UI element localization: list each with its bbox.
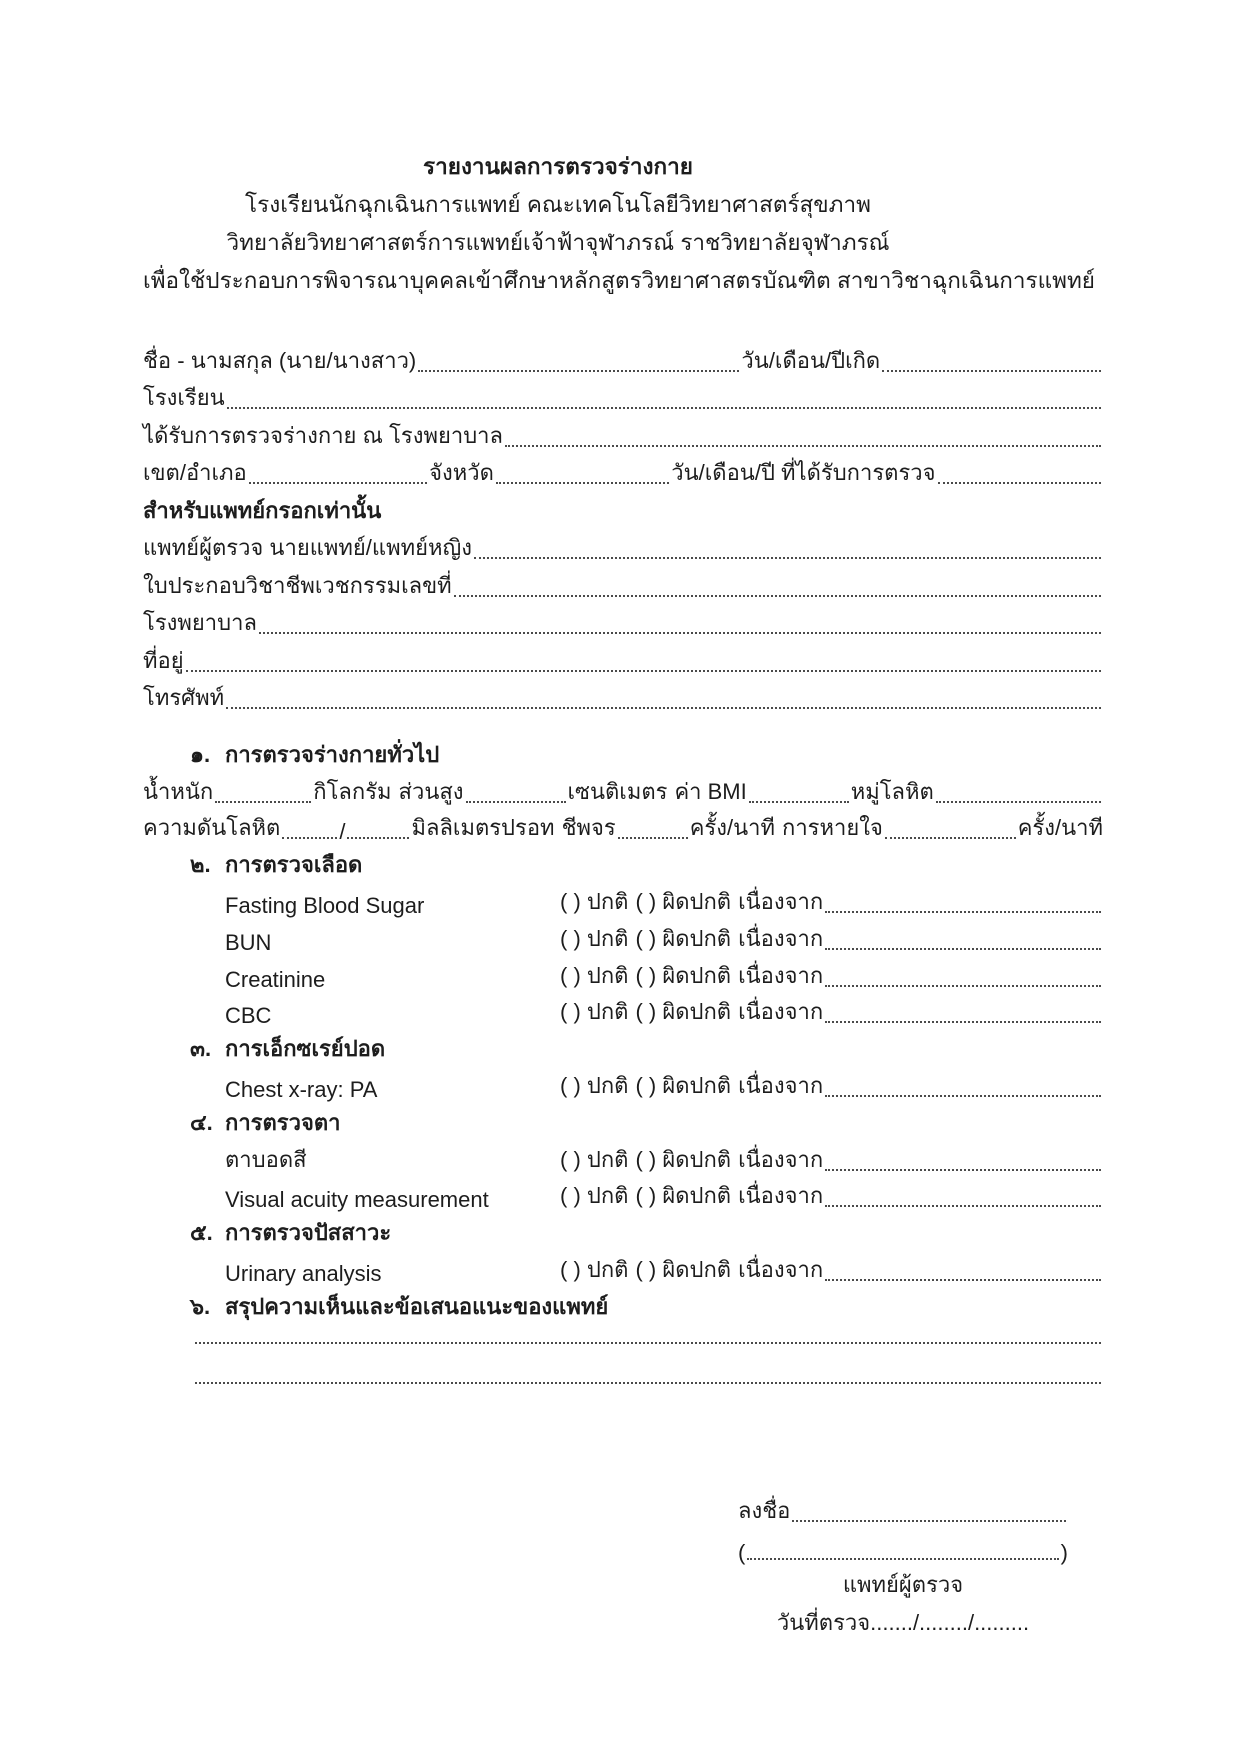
blood-group-fill-line [936,801,1101,803]
reason-fill-line [825,985,1101,987]
reason-fill-line [825,1169,1101,1171]
reason-fill-line [825,911,1101,913]
reason-fill-line [825,1021,1101,1023]
dob-fill-line [882,370,1101,372]
signer-name-fill-line [747,1558,1058,1560]
normal-checkbox-label: ( ) ปกติ [560,925,629,951]
signature-date-dots: ......./......../......... [870,1609,1030,1635]
weight-label: น้ำหนัก [143,778,214,804]
abnormal-checkbox-label: ( ) ผิดปกติ [635,925,732,951]
district-fill-line [249,482,427,484]
exam-item-row [143,1177,1103,1214]
reason-fill-line [825,1095,1101,1097]
bmi-label: ค่า BMI [674,778,747,804]
abnormal-checkbox-label: ( ) ผิดปกติ [635,1183,732,1209]
reason-label: เนื่องจาก [738,999,824,1025]
normal-checkbox-label: ( ) ปกติ [560,1146,629,1172]
doctor-hospital-row [143,603,1103,641]
respiration-label: การหายใจ [782,815,883,841]
address-fill-line [186,670,1101,672]
section-3-number: ๓. [190,1036,212,1062]
reason-label: เนื่องจาก [738,888,824,914]
section-1-heading [143,735,1103,772]
exam-item-row [143,993,1103,1030]
exam-item-row [143,1250,1103,1287]
exam-hospital-fill-line [505,445,1101,447]
section-1-title: การตรวจร่างกายทั่วไป [225,741,440,767]
exam-item-label: Fasting Blood Sugar [225,892,425,918]
height-fill-line [466,801,566,803]
section-5-title: การตรวจปัสสาวะ [225,1220,392,1246]
respiration-fill-line [885,837,1016,839]
school-label: โรงเรียน [143,385,225,410]
exam-date-label: วัน/เดือน/ปี ที่ได้รับการตรวจ [671,460,936,485]
exam-item-row [143,1066,1103,1103]
exam-item-label: Visual acuity measurement [225,1187,489,1213]
applicant-name-label: ชื่อ - นามสกุล (นาย/นางสาว) [143,347,417,373]
weight-unit-label: กิโลกรัม [313,778,392,804]
height-label: ส่วนสูง [398,778,464,804]
doc-header [143,148,1103,300]
address-row [143,640,1103,678]
reason-label: เนื่องจาก [738,1146,824,1172]
section-4-title: การตรวจตา [225,1109,341,1135]
section-3-heading [143,1029,1103,1066]
bp-systolic-fill-line [282,837,337,839]
exam-hospital-label: ได้รับการตรวจร่างกาย ณ โรงพยาบาล [143,422,504,448]
section-2-heading [143,845,1103,882]
section-6-number: ๖. [190,1293,211,1319]
signature-fill-line [792,1520,1066,1522]
province-label: จังหวัด [429,460,494,485]
section-1-number: ๑. [190,741,211,767]
exam-date-fill-line [938,482,1101,484]
exam-item-label: BUN [225,929,272,955]
section-5-heading [143,1213,1103,1250]
applicant-info-section [143,340,1103,715]
school-row [143,378,1103,416]
doc-title: รายงานผลการตรวจร่างกาย [423,154,693,179]
reason-label: เนื่องจาก [738,1072,824,1098]
examiner-label: แพทย์ผู้ตรวจ นายแพทย์/แพทย์หญิง [143,535,472,560]
exam-hospital-row [143,415,1103,453]
reason-label: เนื่องจาก [738,1256,824,1282]
bp-separator: / [339,819,346,845]
reason-fill-line [825,948,1101,950]
normal-checkbox-label: ( ) ปกติ [560,1256,629,1282]
abnormal-checkbox-label: ( ) ผิดปกติ [635,1072,732,1098]
exam-item-row [143,956,1103,993]
bp-diastolic-fill-line [347,837,409,839]
weight-fill-line [215,801,311,803]
signature-label: ลงชื่อ [738,1497,791,1523]
normal-checkbox-label: ( ) ปกติ [560,1183,629,1209]
address-label: ที่อยู่ [143,647,184,673]
abnormal-checkbox-label: ( ) ผิดปกติ [635,1146,732,1172]
section-5-number: ๕. [190,1220,213,1246]
section-3-title: การเอ็กซเรย์ปอด [225,1036,386,1062]
dob-label: วัน/เดือน/ปีเกิด [741,347,881,373]
section-2-title: การตรวจเลือด [225,852,363,878]
abnormal-checkbox-label: ( ) ผิดปกติ [635,999,732,1025]
abnormal-checkbox-label: ( ) ผิดปกติ [635,888,732,914]
normal-checkbox-label: ( ) ปกติ [560,1072,629,1098]
phone-row [143,678,1103,716]
exam-item-label: Urinary analysis [225,1260,382,1286]
exam-item-label: Chest x-ray: PA [225,1076,378,1102]
license-row [143,565,1103,603]
exam-item-label: ตาบอดสี [225,1146,307,1172]
reason-fill-line [825,1205,1101,1207]
exam-item-row [143,1140,1103,1177]
phone-label: โทรศัพท์ [143,685,225,710]
general-measurements-row-2 [143,809,1103,846]
district-label: เขต/อำเภอ [143,460,247,485]
signature-block [738,1490,1068,1642]
pulse-unit-label: ครั้ง/นาที [689,815,775,841]
pulse-label: ชีพจร [561,815,616,841]
normal-checkbox-label: ( ) ปกติ [560,999,629,1025]
school-fill-line [227,407,1101,409]
signature-date-label: วันที่ตรวจ [776,1609,871,1635]
bp-unit-label: มิลลิเมตรปรอท [411,815,555,841]
abnormal-checkbox-label: ( ) ผิดปกติ [635,1256,732,1282]
answer-line-row [143,1350,1103,1390]
license-number-label: ใบประกอบวิชาชีพเวชกรรมเลขที่ [143,572,452,598]
doc-subtitle-3: เพื่อใช้ประกอบการพิจารณาบุคคลเข้าศึกษาหลักสูตรวิทยาศาสตรบัณฑิต สาขาวิชาฉุกเฉินการแพทย์ [143,268,1095,293]
doctor-only-heading: สำหรับแพทย์กรอกเท่านั้น [143,497,382,523]
exam-sections [143,735,1103,1390]
section-4-heading [143,1103,1103,1140]
applicant-name-fill-line [418,370,739,372]
section-6-title: สรุปความเห็นและข้อเสนอแนะของแพทย์ [225,1293,609,1319]
exam-item-label: CBC [225,1003,272,1029]
license-fill-line [454,595,1101,597]
respiration-unit-label: ครั้ง/นาที [1017,815,1103,841]
district-province-date-row [143,453,1103,491]
general-measurements-row-1 [143,772,1103,809]
paren-close: ) [1060,1539,1068,1565]
phone-fill-line [226,707,1101,709]
blood-pressure-label: ความดันโลหิต [143,815,281,841]
paren-open: ( [738,1539,746,1565]
pulse-fill-line [618,837,688,839]
doctor-only-heading-row [143,490,1103,528]
doctor-hospital-label: โรงพยาบาล [143,610,257,635]
signer-name-row [738,1528,1068,1566]
doctor-hospital-fill-line [259,632,1101,634]
reason-label: เนื่องจาก [738,925,824,951]
name-dob-row [143,340,1103,378]
examiner-role-label: แพทย์ผู้ตรวจ [842,1571,964,1597]
signature-row [738,1490,1068,1528]
exam-item-row [143,919,1103,956]
normal-checkbox-label: ( ) ปกติ [560,962,629,988]
reason-fill-line [825,1279,1101,1281]
height-unit-label: เซนติเมตร [567,778,668,804]
abnormal-checkbox-label: ( ) ผิดปกติ [635,962,732,988]
exam-item-label: Creatinine [225,966,326,992]
reason-label: เนื่องจาก [738,962,824,988]
exam-item-row [143,882,1103,919]
examiner-fill-line [474,557,1101,559]
reason-label: เนื่องจาก [738,1183,824,1209]
doc-subtitle-1: โรงเรียนนักฉุกเฉินการแพทย์ คณะเทคโนโลยีวิทยาศาสตร์สุขภาพ [245,192,871,217]
answer-fill-line [195,1382,1101,1384]
section-2-number: ๒. [190,852,211,878]
signature-date-row [738,1604,1068,1642]
bmi-fill-line [749,801,849,803]
province-fill-line [496,482,669,484]
blood-group-label: หมู่โลหิต [850,778,934,804]
doc-subtitle-2: วิทยาลัยวิทยาศาสตร์การแพทย์เจ้าฟ้าจุฬาภรณ์ ราชวิทยาลัยจุฬาภรณ์ [226,230,890,255]
answer-fill-line [195,1342,1101,1344]
section-4-number: ๔. [190,1109,213,1135]
examiner-row [143,528,1103,566]
normal-checkbox-label: ( ) ปกติ [560,888,629,914]
